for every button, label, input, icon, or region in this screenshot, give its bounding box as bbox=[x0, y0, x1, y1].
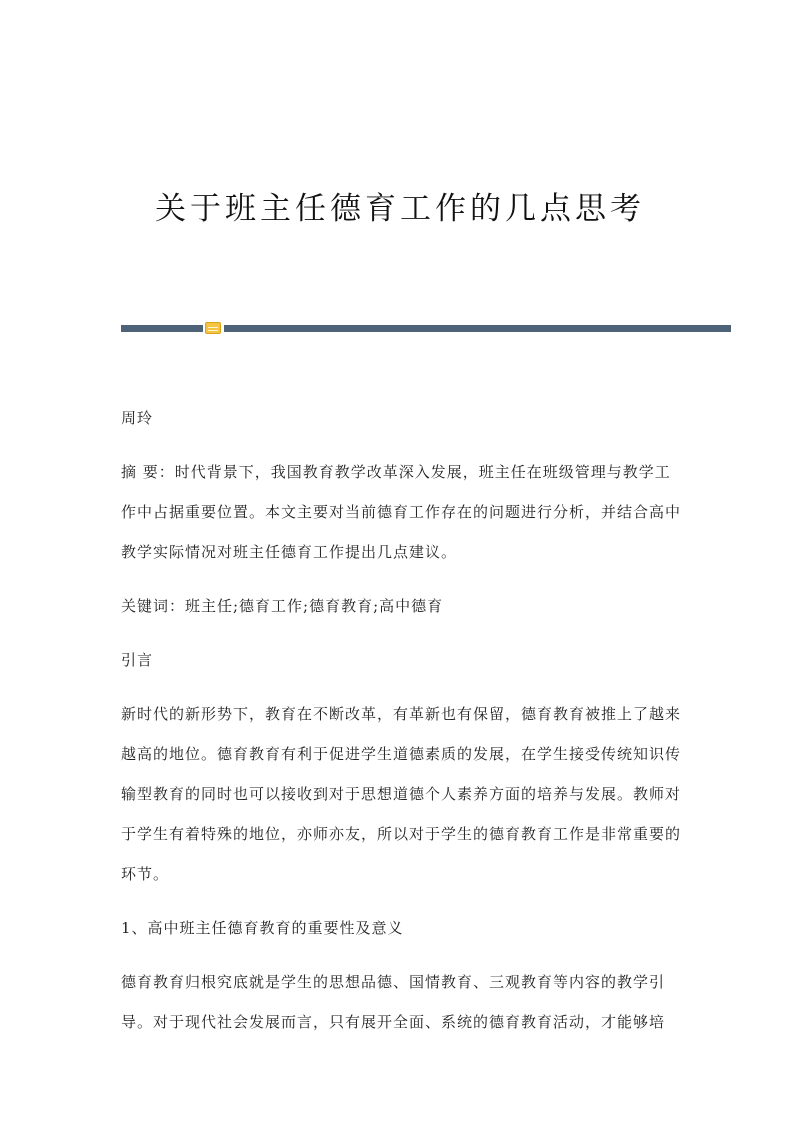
section1-paragraph: 德育教育归根究底就是学生的思想品德、国情教育、三观教育等内容的教学引导。对于现代社会发展而言，只有展开全面、系统的德育教育活动，才能够培 bbox=[121, 973, 666, 1031]
divider-badge-icon bbox=[205, 322, 221, 334]
title-divider-right bbox=[224, 325, 731, 332]
document-body bbox=[121, 398, 681, 1056]
intro-paragraph: 新时代的新形势下，教育在不断改革，有革新也有保留，德育教育被推上了越来越高的地位。德育教育有利于促进学生道德素质的发展，在学生接受传统知识传输型教育的同时也可以接收到对于思想道德个人素养方面的培养与发展。教师对于学生有着特殊的地位，亦师亦友，所以对于学生的德育教育工作是非常重要的环节。 bbox=[121, 705, 682, 883]
title-divider-left bbox=[121, 325, 203, 332]
keywords: 关键词：班主任;德育工作;德育教育;高中德育 bbox=[121, 597, 444, 615]
section1-heading: 1、高中班主任德育教育的重要性及意义 bbox=[121, 919, 404, 937]
intro-heading: 引言 bbox=[121, 651, 154, 669]
author: 周玲 bbox=[121, 409, 154, 427]
abstract: 摘 要：时代背景下，我国教育教学改革深入发展，班主任在班级管理与教学工作中占据重要位置。本文主要对当前德育工作存在的问题进行分析，并结合高中教学实际情况对班主任德育工作提出几点建议。 bbox=[121, 463, 682, 561]
document-title: 关于班主任德育工作的几点思考 bbox=[155, 191, 645, 227]
